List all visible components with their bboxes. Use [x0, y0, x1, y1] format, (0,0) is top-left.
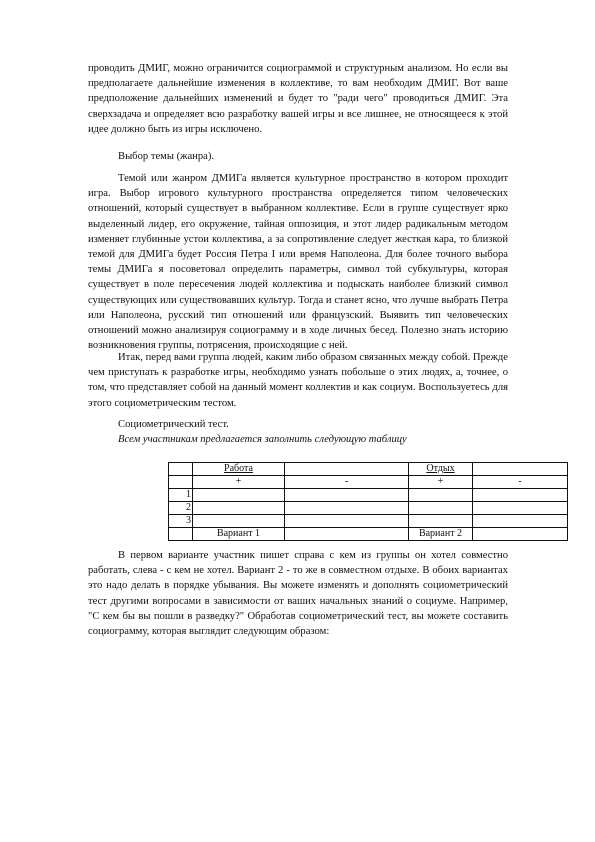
row-number: 2	[169, 502, 193, 515]
table-cell	[169, 528, 193, 541]
work-plus-header: +	[193, 476, 285, 489]
table-cell	[169, 463, 193, 476]
table-cell	[473, 528, 568, 541]
table-cell	[193, 489, 285, 502]
sociometric-table	[168, 462, 568, 541]
row-number: 1	[169, 489, 193, 502]
table-cell	[285, 515, 409, 528]
paragraph-intro-continuation: проводить ДМИГ, можно ограничится социограммой и структурным анализом. Но если вы предполагаете дальнейшие изменения в коллективе, то вам необходим ДМИГ. Вот ваше предположение дальнейших изменений и будет то "ради чего" проводиться ДМИГ. Эта сверхзадача и определяет всю разработку вашей игры и все лишнее, не относящееся к этой идее должно быть из игры исключено.	[88, 63, 508, 135]
header-rest: Отдых	[409, 463, 473, 476]
table-cell	[193, 502, 285, 515]
table-cell	[473, 515, 568, 528]
work-minus-header: -	[285, 476, 409, 489]
table-footer-row	[169, 528, 568, 541]
row-number: 3	[169, 515, 193, 528]
paragraph-test-explanation: В первом варианте участник пишет справа с кем из группы он хотел совместно работать, слева - с кем не хотел. Вариант 2 - то же в совместном отдыхе. В обоих вариантах это надо делать в порядке убывания. Вы можете изменять и дополнять социометрический тест другими вопросами в зависимости от ваших начальных знаний о социуме. Например, "С кем бы вы пошли в разведку?" Обработав социометрический тест, вы можете составить социограмму, которая выглядит следующим образом:	[88, 550, 508, 638]
rest-plus-header: +	[409, 476, 473, 489]
header-work: Работа	[193, 463, 285, 476]
table-cell	[409, 515, 473, 528]
table-header-row	[169, 463, 568, 476]
table-cell	[285, 502, 409, 515]
paragraph-theme-selection: Темой или жанром ДМИГа является культурное пространство в котором проходит игра. Выбор игрового культурного пространства определяется типом человеческих отношений, который существует в выбранном коллективе. Если в группе существует ярко выделенный лидер, его окружение, тайная оппозиция, и этот лидер радикальным методом изменяет глубинные устои коллектива, а за сопротивление следует жесткая кара, то близкой темой для ДМИГа будет Россия Петра I или время Наполеона. Для более точного выбора темы ДМИГа я посоветовал определить параметры, символ той субкультуры, которая существует в поле пересечения людей коллектива и подыскать наиболее близкий символ существующих или существовавших культур. Тогда и станет ясно, что лучше выбрать Петра или Наполеона, русский тип отношений или французский. Выявить тип человеческих отношений можно анализируя социограмму и в ходе личных бесед. Полезно знать историю возникновения группы, потрясения, происходящие с ней.	[88, 173, 508, 352]
table-cell	[409, 489, 473, 502]
footer-variant-2: Вариант 2	[409, 528, 473, 541]
paragraph-group-study: Итак, перед вами группа людей, каким либо образом связанных между собой. Прежде чем приступать к разработке игры, необходимо узнать побольше о этих людях, а, точнее, о том, что представляет собой на данный момент коллектив и как социум. Воспользуетесь для этого социометрическим тестом.	[88, 352, 508, 409]
table-cell	[473, 489, 568, 502]
table-row	[169, 502, 568, 515]
table-cell	[285, 463, 409, 476]
table-cell	[193, 515, 285, 528]
table-cell	[473, 463, 568, 476]
table-cell	[473, 502, 568, 515]
table-cell	[285, 489, 409, 502]
table-row	[169, 515, 568, 528]
table-row	[169, 489, 568, 502]
footer-variant-1: Вариант 1	[193, 528, 285, 541]
section-heading-sociometric-test: Социометрический тест.	[118, 419, 229, 430]
rest-minus-header: -	[473, 476, 568, 489]
table-sign-row	[169, 476, 568, 489]
table-instruction-note: Всем участникам предлагается заполнить следующую таблицу	[118, 434, 407, 445]
table-cell	[169, 476, 193, 489]
table-cell	[285, 528, 409, 541]
table-cell	[409, 502, 473, 515]
section-heading-theme: Выбор темы (жанра).	[118, 151, 215, 162]
